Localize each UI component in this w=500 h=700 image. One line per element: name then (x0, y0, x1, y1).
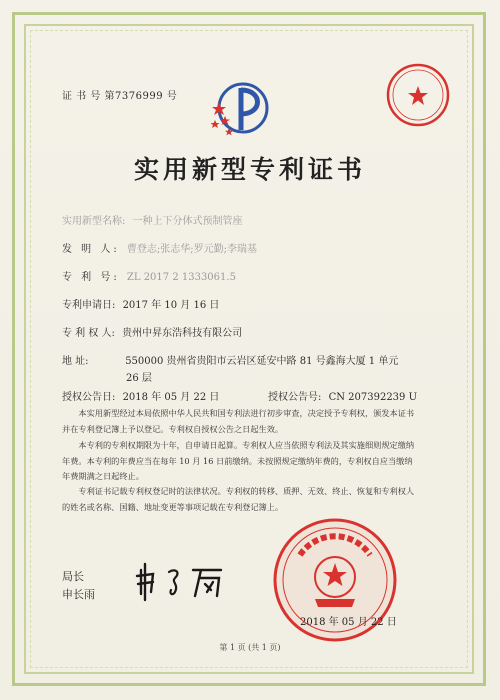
publication-date-row (62, 388, 219, 403)
publication-number-row (268, 388, 417, 403)
address-line2: 26 层 (126, 373, 152, 384)
patent-number-value: ZL 2017 2 1333061.5 (126, 272, 236, 283)
address-row (62, 352, 398, 367)
publication-date-label: 授权公告日: (62, 392, 116, 403)
publication-date-value: 2018 年 05 月 22 日 (122, 392, 220, 403)
certificate-title: 实用新型专利证书 (133, 155, 366, 184)
owner-label: 专 利 权 人: (62, 328, 115, 339)
filing-date-label: 专利申请日: (62, 300, 116, 311)
seal-date: 2018 年 05 月 22 日 (300, 617, 397, 628)
paragraph-term: 本专利的专利权期限为十年，自申请日起算。专利权人应当依照专利法及其实施细则规定缴纳年费。本专利的年费应当在每年 10 月 16 日前缴纳。未按照规定缴纳年费的，专利权自应当缴纳年费期满之日起终止。 (62, 440, 415, 481)
owner-row (62, 324, 242, 339)
utility-model-name-label: 实用新型名称: (62, 216, 126, 227)
director-title: 局长 (62, 570, 84, 583)
paragraph-record: 专利证书记载专利权登记时的法律状况。专利权的转移、质押、无效、终止、恢复和专利权人的姓名或名称、国籍、地址变更等事项记载在专利登记簿上。 (62, 486, 415, 512)
filing-date-row (62, 296, 219, 311)
paragraph-grant: 本实用新型经过本局依照中华人民共和国专利法进行初步审查，决定授予专利权，颁发本证书并在专利登记簿上予以登记。专利权自授权公告之日起生效。 (62, 408, 415, 434)
inventor-row (62, 240, 257, 255)
special-seal-stamp (385, 62, 451, 128)
address-label: 地 址: (62, 356, 89, 367)
publication-number-label: 授权公告号: (268, 392, 322, 403)
publication-number-value: CN 207392239 U (328, 392, 418, 403)
utility-model-name-value: 一种上下分体式预制管座 (132, 216, 243, 227)
owner-value: 贵州中昇东浩科技有限公司 (122, 328, 243, 339)
patent-number-label: 专 利 号: (62, 272, 120, 283)
patent-office-logo-icon (205, 80, 275, 140)
director-signature-icon (135, 562, 245, 602)
page-footer: 第 1 页 (共 1 页) (219, 643, 281, 652)
address-line1: 550000 贵州省贵阳市云岩区延安中路 81 号鑫海大厦 1 单元 (125, 356, 399, 367)
patent-number-row (62, 268, 236, 283)
director-name: 申长雨 (62, 588, 95, 601)
certificate-number: 证 书 号 第7376999 号 (62, 91, 178, 102)
utility-model-name-row (62, 212, 243, 227)
inventor-value: 曹登志;张志华;罗元勤;李瑞基 (126, 244, 258, 255)
inventor-label: 发 明 人: (62, 244, 120, 255)
filing-date-value: 2017 年 10 月 16 日 (122, 300, 220, 311)
